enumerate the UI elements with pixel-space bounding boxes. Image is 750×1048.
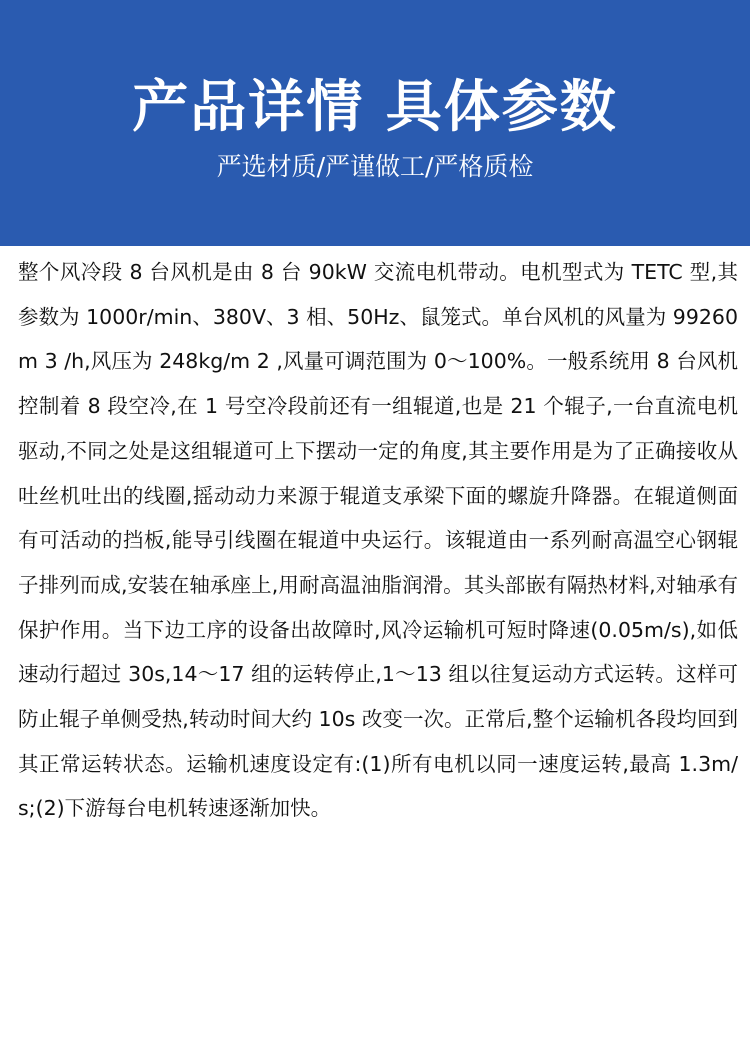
header-banner — [0, 0, 750, 246]
product-description-text: 整个风冷段 8 台风机是由 8 台 90kW 交流电机带动。电机型式为 TETC 型,其参数为 1000r/min、380V、3 相、50Hz、鼠笼式。单台风机的风量为 99260m 3 /h,风压为 248kg/m 2 ,风量可调范围为 0～100%。一般系统用 8 台风机控制着 8 段空冷,在 1 号空冷段前还有一组辊道,也是 21 个辊子,一台直流电机驱动,不同之处是这组辊道可上下摆动一定的角度,其主要作用是为了正确接收从吐丝机吐出的线圈,摇动动力来源于辊道支承梁下面的螺旋升降器。在辊道侧面有可活动的挡板,能导引线圈在辊道中央运行。该辊道由一系列耐高温空心钢辊子排列而成,安装在轴承座上,用耐高温油脂润滑。其头部嵌有隔热材料,对轴承有保护作用。当下边工序的设备出故障时,风冷运输机可短时降速(0.05m/s),如低速动行超过 30s,14～17 组的运转停止,1～13 组以往复运动方式运转。这样可防止辊子单侧受热,转动时间大约 10s 改变一次。正常后,整个运输机各段均回到其正常运转状态。运输机速度设定有:(1)所有电机以同一速度运转,最高 1.3m/s;(2)下游每台电机转速逐渐加快。 — [18, 260, 738, 821]
page-title: 产品详情 具体参数 — [132, 75, 618, 140]
page-subtitle: 严选材质/严谨做工/严格质检 — [216, 152, 534, 181]
